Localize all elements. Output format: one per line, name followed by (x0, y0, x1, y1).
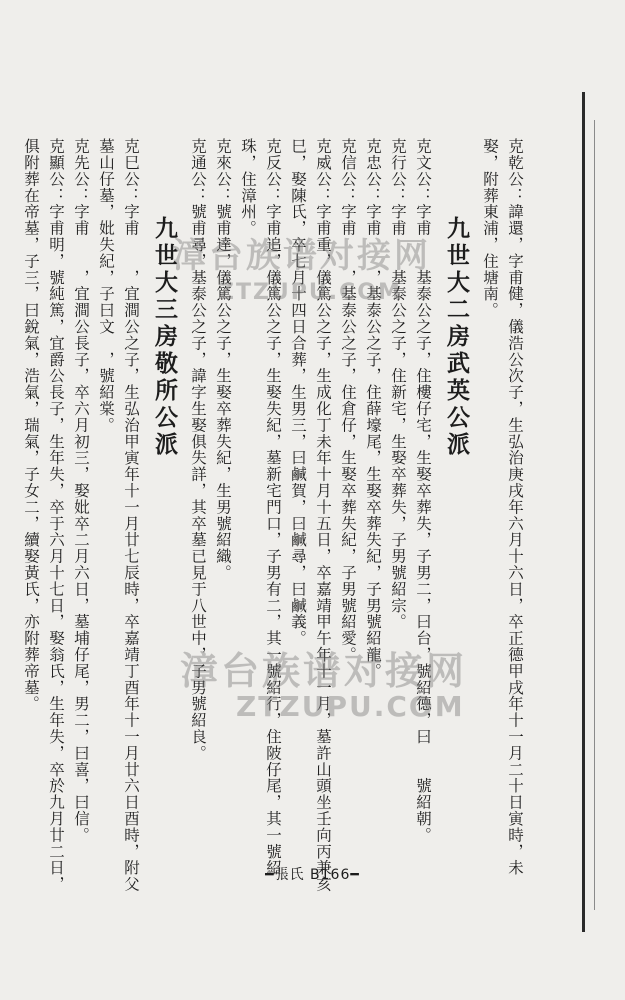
entry-kexin: 克信公：字甫 ，基泰公之子，住倉仔，生娶卒葬失紀，子男號紹愛。 (339, 138, 357, 663)
entry-kezhong: 克忠公：字甫 ，基泰公之子，住薛壕尾，生娶卒葬失紀，子男號紹龍。 (364, 138, 382, 680)
entry-kefan: 克反公：字甫追，儀篤公之子，生娶失紀，墓新宅門口，子男有二，其一號紹行，住陂仔尾，其一號紹珠，住漳州。 (239, 138, 282, 876)
entry-kexing: 克行公：字甫 基泰公之子，住新宅，生娶卒葬失，子男號紹宗。 (389, 138, 407, 630)
section-heading-wuying: 九世大二房武英公派 (443, 216, 470, 459)
entry-kexian: 克先公：字甫 ，宜澗公長子，卒六月初三，娶妣卒二月六日，墓埔仔尾，男二，曰喜，曰信。 (72, 138, 90, 844)
entry-ketong: 克通公：號甫尋，基泰公之子，諱字生娶俱失詳，其卒墓已見于八世中，子男號紹良。 (189, 138, 207, 762)
page-edge-rule-thin (594, 120, 595, 910)
page-number-footer: ━張氏 B166━ (265, 867, 360, 883)
watermark-url-bottom: ZTZUPU.COM (236, 690, 465, 723)
entry-kewei: 克威公：字甫重，儀篤公之子，生成化丁未年十月十五日，卒嘉靖甲午年十一月，墓許山頭坐壬向丙兼亥巳，娶陳氏，卒七月十四日合葬，生男三，曰鹹賀，曰鹹尋，曰鹹義。 (289, 138, 332, 893)
entry-keji: 克巳公：字甫 ，宜澗公之子，生弘治甲寅年十一月廿七辰時，卒嘉靖丁酉年十一月廿六日酉時，附父墓山仔墓，妣失紀，子曰文 ，號紹棠。 (97, 138, 140, 893)
watermark-text-top: 漳台族谱对接网 (172, 236, 431, 276)
watermark-text-bottom: 漳台族谱对接网 (180, 649, 468, 693)
vertical-text-body (22, 138, 527, 898)
entry-kelai: 克來公：號甫達，儀篤公之子，生娶卒葬失紀，生男號紹織。 (214, 138, 232, 581)
entry-kewen: 克文公：字甫 基泰公之子，住樓仔宅，生娶卒葬失，子男二，曰台，號紹德，曰 號紹朝。 (414, 138, 432, 844)
watermark-url-top: ZTZUPU.COM (218, 280, 402, 305)
entry-kexian-ming: 克顯公：字甫明，號純篤，宜爵公長子，生年失，卒于六月十七日，娶翁氏，生年失，卒於九月廿二日，俱附葬在帝墓，子三，曰銳氣，浩氣，瑞氣，子女二，續娶黃氏，亦附葬帝墓。 (22, 138, 65, 893)
entry-kegan: 克乾公：諱還，字甫健，儀浩公次子，生弘治庚戌年六月十六日，卒正德甲戌年十一月二十日寅時，未娶，附葬東浦，住塘南。 (481, 138, 524, 876)
section-heading-jingsuo: 九世大三房敬所公派 (151, 216, 178, 459)
page-edge-rule (582, 92, 585, 932)
